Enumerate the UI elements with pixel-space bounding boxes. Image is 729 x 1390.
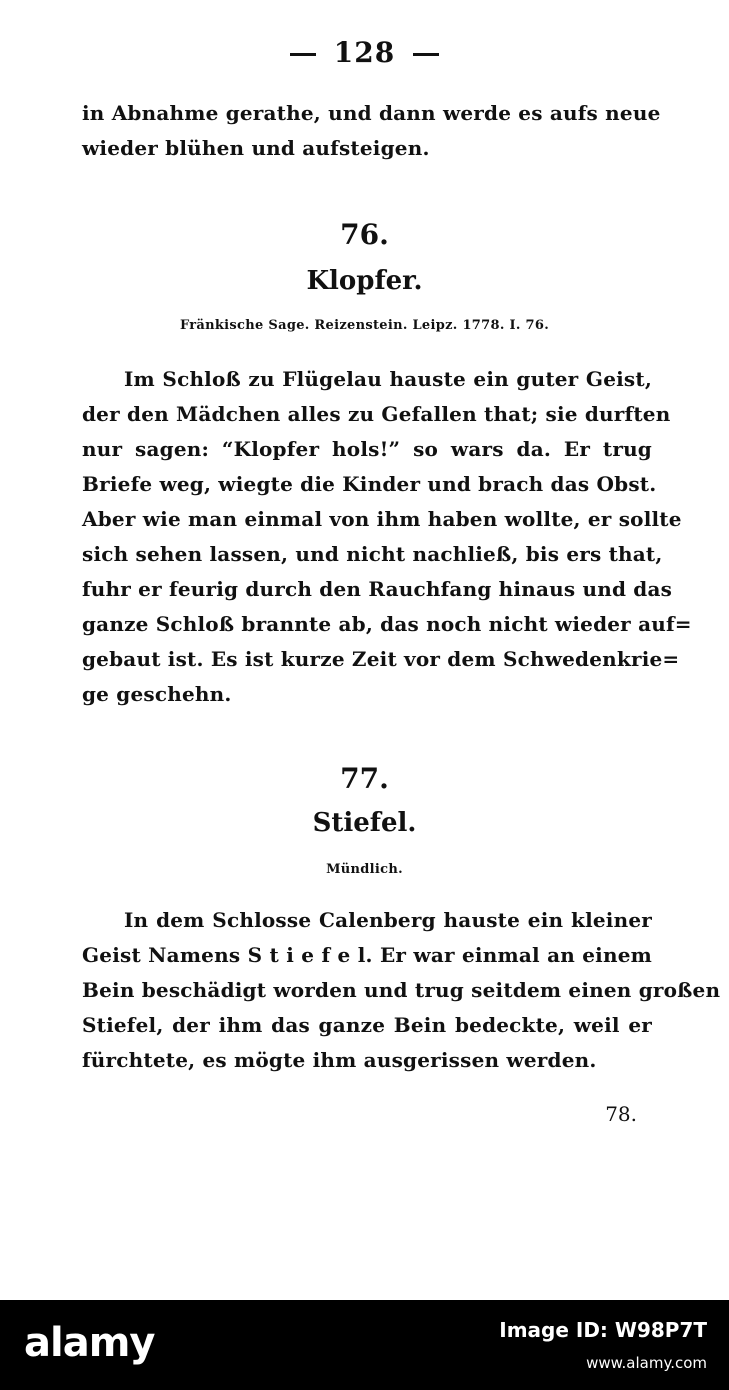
watermark-url: www.alamy.com bbox=[586, 1354, 707, 1372]
text-line: Aber wie man einmal von ihm haben wollte, er sollte bbox=[82, 507, 682, 531]
text-line: ge geschehn. bbox=[82, 682, 232, 706]
watermark-bar bbox=[0, 1300, 729, 1390]
section-76-number: 76. bbox=[340, 218, 389, 251]
text-line: Bein beschädigt worden und trug seitdem einen großen bbox=[82, 978, 721, 1002]
section-77-paragraph bbox=[82, 903, 721, 1078]
text-line: Geist Namens S t i e f e l. Er war einmal an einem bbox=[82, 943, 652, 967]
continuation-paragraph bbox=[82, 96, 661, 166]
text-line: der den Mädchen alles zu Gefallen that; sie durften bbox=[82, 402, 671, 426]
header-dash-right bbox=[413, 53, 439, 56]
section-76-source: Fränkische Sage. Reizenstein. Leipz. 1778. I. 76. bbox=[179, 318, 550, 333]
catchword: 78. bbox=[605, 1102, 637, 1126]
section-77-number: 77. bbox=[340, 762, 389, 795]
watermark-image-id: Image ID: W98P7T bbox=[499, 1318, 707, 1342]
section-76-paragraph bbox=[82, 362, 692, 712]
text-line: In dem Schlosse Calenberg hauste ein kleiner bbox=[124, 908, 652, 932]
section-77-source: Mündlich. bbox=[326, 862, 403, 877]
text-line: sich sehen lassen, und nicht nachließ, bis ers that, bbox=[82, 542, 663, 566]
text-line: in Abnahme gerathe, und dann werde es aufs neue bbox=[82, 101, 661, 125]
text-line: Stiefel, der ihm das ganze Bein bedeckte, weil er bbox=[82, 1013, 652, 1037]
text-line: wieder blühen und aufsteigen. bbox=[82, 136, 430, 160]
header-dash-left bbox=[290, 53, 316, 56]
page-number: 128 bbox=[333, 36, 396, 69]
section-77-title: Stiefel. bbox=[312, 808, 417, 838]
text-line: fürchtete, es mögte ihm ausgerissen werden. bbox=[82, 1048, 597, 1072]
watermark-logo: alamy bbox=[24, 1320, 155, 1366]
text-line: gebaut ist. Es ist kurze Zeit vor dem Schwedenkrie= bbox=[82, 647, 680, 671]
section-76-title: Klopfer. bbox=[306, 266, 423, 296]
text-line: Briefe weg, wiegte die Kinder und brach das Obst. bbox=[82, 472, 657, 496]
text-line: fuhr er feurig durch den Rauchfang hinaus und das bbox=[82, 577, 673, 601]
text-line: nur sagen: “Klopfer hols!” so wars da. Er trug bbox=[82, 437, 652, 461]
text-line: Im Schloß zu Flügelau hauste ein guter Geist, bbox=[124, 367, 652, 391]
page-header bbox=[0, 36, 729, 69]
text-line: ganze Schloß brannte ab, das noch nicht wieder auf= bbox=[82, 612, 692, 636]
